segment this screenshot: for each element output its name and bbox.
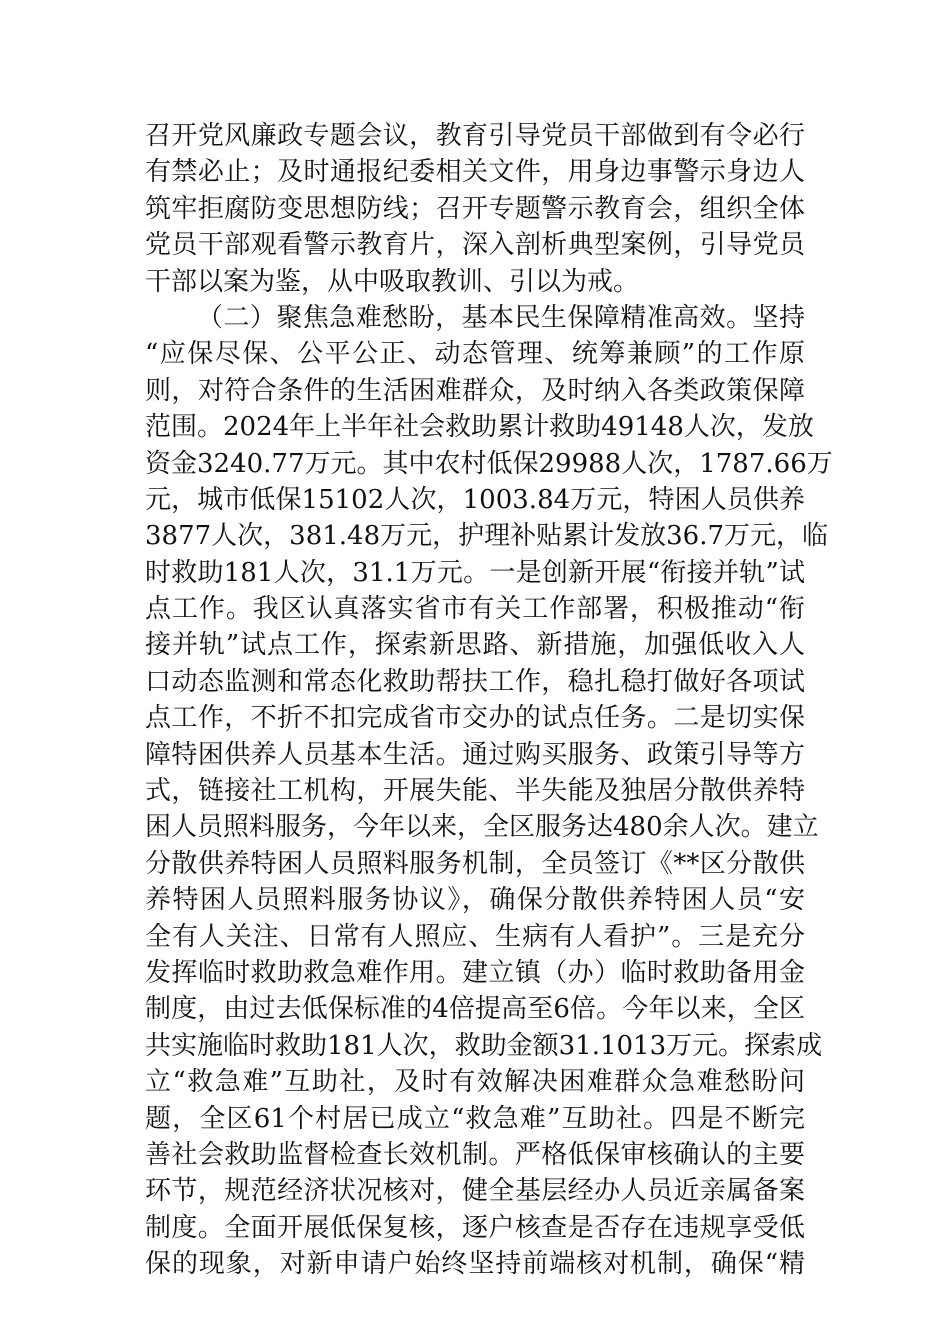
- text-line: 全有人关注、日常有人照应、生病有人看护”。三是充分: [145, 921, 805, 952]
- text-line: 善社会救助监督检查长效机制。严格低保审核确认的主要: [145, 1139, 805, 1170]
- text-line: 范围。2024年上半年社会救助累计救助49148人次，发放: [145, 412, 814, 443]
- text-line: 发挥临时救助救急难作用。建立镇（办）临时救助备用金: [145, 957, 805, 988]
- text-line: 3877人次，381.48万元，护理补贴累计发放36.7万元，临: [145, 521, 829, 552]
- text-line: 接并轨”试点工作，探索新思路、新措施，加强低收入人: [145, 630, 805, 661]
- text-line: 召开党风廉政专题会议，教育引导党员干部做到有令必行: [145, 121, 805, 151]
- text-line: 则，对符合条件的生活困难群众，及时纳入各类政策保障: [145, 375, 805, 406]
- text-line: 时救助181人次，31.1万元。一是创新开展“衔接并轨”试: [145, 557, 805, 588]
- section-heading-line: （二）聚焦急难愁盼，基本民生保障精准高效。坚持: [197, 302, 805, 333]
- text-line: 制度，由过去低保标准的4倍提高至6倍。今年以来，全区: [145, 994, 805, 1025]
- text-line: 题，全区61个村居已成立“救急难”互助社。四是不断完: [145, 1103, 805, 1134]
- text-line: 障特困供养人员基本生活。通过购买服务、政策引导等方: [145, 739, 805, 770]
- text-line: 口动态监测和常态化救助帮扶工作，稳扎稳打做好各项试: [145, 666, 805, 697]
- text-line: 干部以案为鉴，从中吸取教训、引以为戒。: [145, 266, 640, 297]
- document-body: [145, 118, 833, 1283]
- text-line: 困人员照料服务，今年以来，全区服务达480余人次。建立: [145, 812, 819, 843]
- text-line: 有禁必止；及时通报纪委相关文件，用身边事警示身边人: [145, 157, 805, 188]
- text-line: 式，链接社工机构，开展失能、半失能及独居分散供养特: [145, 776, 805, 807]
- text-line: “应保尽保、公平公正、动态管理、统筹兼顾”的工作原: [145, 339, 805, 370]
- text-line: 党员干部观看警示教育片，深入剖析典型案例，引导党员: [145, 230, 805, 261]
- text-line: 养特困人员照料服务协议》，确保分散供养特困人员“安: [145, 885, 805, 916]
- text-line: 共实施临时救助181人次，救助金额31.1013万元。探索成: [145, 1030, 823, 1061]
- text-line: 分散供养特困人员照料服务机制，全员签订《**区分散供: [145, 848, 805, 879]
- text-line: 资金3240.77万元。其中农村低保29988人次，1787.66万: [145, 448, 833, 479]
- text-line: 制度。全面开展低保复核，逐户核查是否存在违规享受低: [145, 1212, 805, 1243]
- text-line: 点工作，不折不扣完成省市交办的试点任务。二是切实保: [145, 703, 805, 734]
- text-line: 环节，规范经济状况核对，健全基层经办人员近亲属备案: [145, 1176, 805, 1207]
- text-line: 筑牢拒腐防变思想防线；召开专题警示教育会，组织全体: [145, 193, 805, 224]
- text-line: 元，城市低保15102人次，1003.84万元，特困人员供养: [145, 484, 805, 515]
- text-line: 点工作。我区认真落实省市有关工作部署，积极推动“衔: [145, 594, 805, 625]
- text-line: 立“救急难”互助社，及时有效解决困难群众急难愁盼问: [145, 1067, 805, 1098]
- text-line: 保的现象，对新申请户始终坚持前端核对机制，确保“精: [145, 1249, 805, 1280]
